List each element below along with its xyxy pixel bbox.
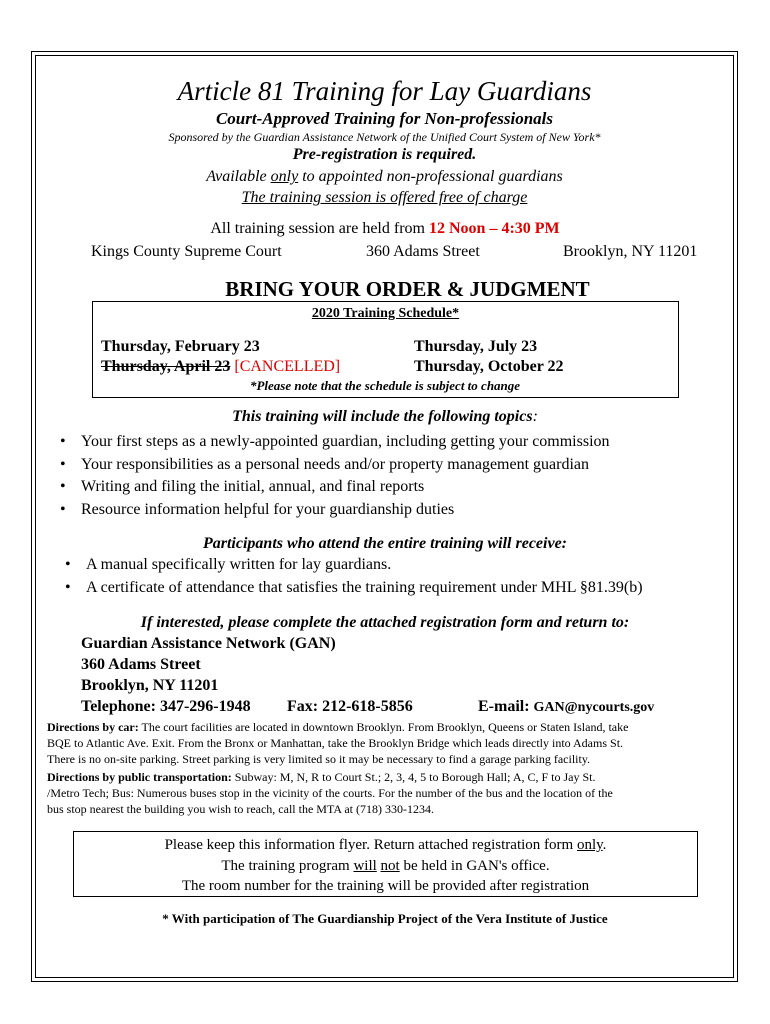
- org-street: 360 Adams Street: [81, 656, 201, 673]
- org-city: Brooklyn, NY 11201: [81, 677, 219, 694]
- session-time-highlight: 12 Noon – 4:30 PM: [428, 220, 560, 237]
- info-line-room-number: The room number for the training will be provided after registration: [181, 878, 590, 894]
- availability-note: Available only to appointed non-professional guardians: [206, 168, 563, 185]
- info-line-location: The training program will not be held in GAN's office.: [221, 858, 550, 874]
- flyer-subtitle: Court-Approved Training for Non-professionals: [215, 109, 554, 128]
- bring-order-heading: BRING YOUR ORDER & JUDGMENT: [225, 277, 590, 301]
- registration-heading: If interested, please complete the attached registration form and return to:: [140, 614, 630, 631]
- court-city: Brooklyn, NY 11201: [563, 243, 698, 260]
- list-item: • Resource information helpful for your guardianship duties: [57, 499, 610, 522]
- session-time: All training session are held from 12 Noon – 4:30 PM: [210, 220, 560, 237]
- schedule-date-october: Thursday, October 22: [414, 358, 564, 375]
- list-item: • A certificate of attendance that satisfies the training requirement under MHL §81.39(b): [62, 577, 643, 600]
- participants-heading: Participants who attend the entire training will receive:: [202, 535, 567, 552]
- email-address: GAN@nycourts.gov: [533, 700, 655, 715]
- cancelled-label: [CANCELLED]: [230, 358, 341, 375]
- schedule-date-april: Thursday, April 23 [CANCELLED]: [101, 358, 341, 375]
- schedule-change-note: *Please note that the schedule is subject to change: [249, 378, 521, 393]
- topics-heading: This training will include the following topics:: [232, 408, 538, 425]
- list-item: • Your first steps as a newly-appointed guardian, including getting your commission: [57, 431, 610, 454]
- sponsor-line: Sponsored by the Guardian Assistance Network of the Unified Court System of New York*: [168, 130, 601, 144]
- org-telephone: Telephone: 347-296-1948: [81, 698, 251, 715]
- schedule-date-july: Thursday, July 23: [414, 338, 538, 355]
- schedule-date-february: Thursday, February 23: [101, 338, 260, 355]
- directions-public-transport: Directions by public transportation: Subway: M, N, R to Court St.; 2, 3, 4, 5 to Borough Hall; A, C, F to Jay St. /Metro Tech; Bus: Numerous buses stop in the vicinity of the courts. For the number of the bus and the location of the bus stop nearest the building you wish to reach, call the MTA at (718) 330-1234.: [47, 770, 613, 816]
- court-street: 360 Adams Street: [366, 243, 480, 260]
- footnote: * With participation of The Guardianship Project of the Vera Institute of Justice: [162, 911, 608, 926]
- free-of-charge-note: The training session is offered free of charge: [241, 189, 528, 206]
- flyer-title: Article 81 Training for Lay Guardians: [177, 76, 592, 106]
- list-item: • Your responsibilities as a personal needs and/or property management guardian: [57, 454, 610, 477]
- org-email: E-mail: GAN@nycourts.gov: [478, 698, 655, 715]
- preregistration-note: Pre-registration is required.: [292, 146, 477, 163]
- topics-list: [57, 431, 610, 521]
- participants-list: [62, 554, 643, 599]
- list-item: • Writing and filing the initial, annual, and final reports: [57, 476, 610, 499]
- list-item: • A manual specifically written for lay guardians.: [62, 554, 643, 577]
- info-line-keep-flyer: Please keep this information flyer. Return attached registration form only.: [164, 837, 607, 853]
- schedule-title: 2020 Training Schedule*: [311, 306, 460, 321]
- court-name: Kings County Supreme Court: [91, 243, 282, 260]
- org-fax: Fax: 212-618-5856: [287, 698, 413, 715]
- org-name: Guardian Assistance Network (GAN): [81, 635, 336, 652]
- directions-car: Directions by car: The court facilities are located in downtown Brooklyn. From Brooklyn, Queens or Staten Island, take BQE to Atlantic Ave. Exit. From the Bronx or Manhattan, take the Brooklyn Bridge which leads directly into Adams St. There is no on-site parking. Street parking is very limited so it may be necessary to find a garage parking facility.: [47, 720, 629, 766]
